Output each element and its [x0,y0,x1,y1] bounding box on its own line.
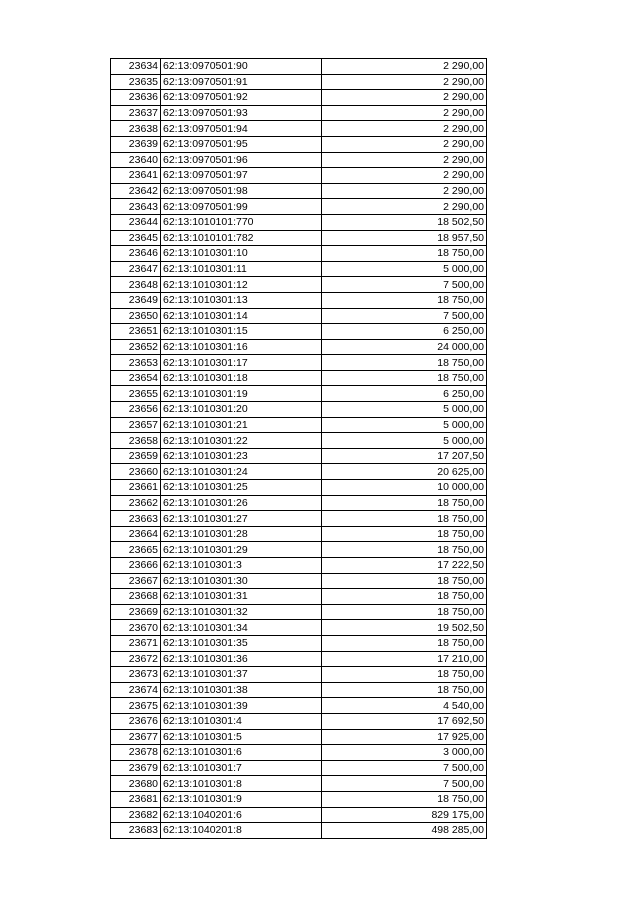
row-number-cell: 23657 [111,417,161,433]
cadastral-number-cell: 62:13:1010301:30 [161,573,322,589]
table-row [111,807,487,823]
value-cell: 7 500,00 [322,308,487,324]
row-number-cell: 23681 [111,791,161,807]
table-row [111,261,487,277]
row-number-cell: 23668 [111,589,161,605]
cadastral-number-cell: 62:13:1010301:22 [161,433,322,449]
value-cell: 18 750,00 [322,526,487,542]
value-cell: 2 290,00 [322,105,487,121]
value-cell: 829 175,00 [322,807,487,823]
row-number-cell: 23637 [111,105,161,121]
value-cell: 7 500,00 [322,760,487,776]
table-row [111,682,487,698]
value-cell: 18 750,00 [322,604,487,620]
table-row [111,604,487,620]
row-number-cell: 23678 [111,745,161,761]
value-cell: 18 750,00 [322,355,487,371]
row-number-cell: 23644 [111,214,161,230]
value-cell: 18 750,00 [322,635,487,651]
table-row [111,620,487,636]
value-cell: 20 625,00 [322,464,487,480]
table-row [111,246,487,262]
table-row [111,526,487,542]
table-row [111,667,487,683]
row-number-cell: 23642 [111,183,161,199]
value-cell: 18 750,00 [322,292,487,308]
table-row [111,168,487,184]
table-row [111,791,487,807]
table-row [111,495,487,511]
cadastral-number-cell: 62:13:1010301:13 [161,292,322,308]
row-number-cell: 23635 [111,74,161,90]
table-row [111,59,487,75]
row-number-cell: 23655 [111,386,161,402]
value-cell: 24 000,00 [322,339,487,355]
value-cell: 5 000,00 [322,417,487,433]
row-number-cell: 23665 [111,542,161,558]
cadastral-number-cell: 62:13:1010301:36 [161,651,322,667]
value-cell: 18 750,00 [322,791,487,807]
row-number-cell: 23648 [111,277,161,293]
table-row [111,511,487,527]
row-number-cell: 23645 [111,230,161,246]
cadastral-value-table [110,58,487,839]
row-number-cell: 23638 [111,121,161,137]
table-row [111,542,487,558]
value-cell: 18 750,00 [322,370,487,386]
cadastral-number-cell: 62:13:1010301:24 [161,464,322,480]
cadastral-number-cell: 62:13:1010301:23 [161,448,322,464]
value-cell: 17 222,50 [322,558,487,574]
table-row [111,745,487,761]
value-cell: 18 750,00 [322,511,487,527]
value-cell: 18 957,50 [322,230,487,246]
cadastral-number-cell: 62:13:1010301:15 [161,324,322,340]
row-number-cell: 23671 [111,635,161,651]
cadastral-number-cell: 62:13:1010301:16 [161,339,322,355]
cadastral-number-cell: 62:13:1010301:31 [161,589,322,605]
value-cell: 6 250,00 [322,324,487,340]
row-number-cell: 23658 [111,433,161,449]
table-row [111,776,487,792]
cadastral-number-cell: 62:13:1010301:14 [161,308,322,324]
cadastral-number-cell: 62:13:0970501:90 [161,59,322,75]
cadastral-number-cell: 62:13:1040201:6 [161,807,322,823]
cadastral-number-cell: 62:13:1010301:5 [161,729,322,745]
row-number-cell: 23672 [111,651,161,667]
table-row [111,402,487,418]
cadastral-number-cell: 62:13:1010301:18 [161,370,322,386]
table-row [111,417,487,433]
table-row [111,199,487,215]
value-cell: 3 000,00 [322,745,487,761]
row-number-cell: 23634 [111,59,161,75]
cadastral-number-cell: 62:13:0970501:92 [161,90,322,106]
table-row [111,183,487,199]
cadastral-number-cell: 62:13:0970501:93 [161,105,322,121]
cadastral-number-cell: 62:13:1010301:12 [161,277,322,293]
value-cell: 18 502,50 [322,214,487,230]
cadastral-number-cell: 62:13:1010101:782 [161,230,322,246]
row-number-cell: 23636 [111,90,161,106]
row-number-cell: 23677 [111,729,161,745]
value-cell: 4 540,00 [322,698,487,714]
table-row [111,651,487,667]
value-cell: 498 285,00 [322,823,487,839]
cadastral-number-cell: 62:13:1010301:6 [161,745,322,761]
table-row [111,698,487,714]
row-number-cell: 23660 [111,464,161,480]
row-number-cell: 23646 [111,246,161,262]
value-cell: 2 290,00 [322,199,487,215]
table-row [111,386,487,402]
value-cell: 18 750,00 [322,667,487,683]
value-cell: 18 750,00 [322,246,487,262]
table-row [111,90,487,106]
row-number-cell: 23675 [111,698,161,714]
row-number-cell: 23682 [111,807,161,823]
value-cell: 2 290,00 [322,168,487,184]
table-row [111,230,487,246]
table-row [111,136,487,152]
cadastral-number-cell: 62:13:1010301:7 [161,760,322,776]
table-row [111,713,487,729]
value-cell: 2 290,00 [322,183,487,199]
row-number-cell: 23664 [111,526,161,542]
value-cell: 17 207,50 [322,448,487,464]
table-row [111,433,487,449]
cadastral-number-cell: 62:13:1010301:9 [161,791,322,807]
row-number-cell: 23640 [111,152,161,168]
table-row [111,292,487,308]
value-cell: 5 000,00 [322,402,487,418]
cadastral-number-cell: 62:13:1010301:29 [161,542,322,558]
table-row [111,355,487,371]
table-row [111,370,487,386]
cadastral-number-cell: 62:13:1010301:8 [161,776,322,792]
value-cell: 2 290,00 [322,121,487,137]
cadastral-number-cell: 62:13:1010301:10 [161,246,322,262]
table-row [111,277,487,293]
table-row [111,74,487,90]
value-cell: 5 000,00 [322,261,487,277]
cadastral-number-cell: 62:13:1010301:11 [161,261,322,277]
cadastral-number-cell: 62:13:1010301:3 [161,558,322,574]
value-cell: 10 000,00 [322,480,487,496]
table-row [111,448,487,464]
value-cell: 6 250,00 [322,386,487,402]
cadastral-number-cell: 62:13:0970501:97 [161,168,322,184]
table-row [111,823,487,839]
row-number-cell: 23651 [111,324,161,340]
cadastral-number-cell: 62:13:1010301:35 [161,635,322,651]
value-cell: 2 290,00 [322,136,487,152]
table-row [111,324,487,340]
row-number-cell: 23649 [111,292,161,308]
cadastral-number-cell: 62:13:0970501:98 [161,183,322,199]
cadastral-number-cell: 62:13:1010301:32 [161,604,322,620]
row-number-cell: 23676 [111,713,161,729]
value-cell: 2 290,00 [322,59,487,75]
value-cell: 18 750,00 [322,542,487,558]
table-row [111,729,487,745]
cadastral-number-cell: 62:13:1040201:8 [161,823,322,839]
value-cell: 5 000,00 [322,433,487,449]
cadastral-number-cell: 62:13:1010301:25 [161,480,322,496]
row-number-cell: 23666 [111,558,161,574]
value-cell: 18 750,00 [322,495,487,511]
table-row [111,121,487,137]
value-cell: 7 500,00 [322,277,487,293]
row-number-cell: 23650 [111,308,161,324]
row-number-cell: 23679 [111,760,161,776]
cadastral-number-cell: 62:13:1010301:34 [161,620,322,636]
cadastral-number-cell: 62:13:0970501:95 [161,136,322,152]
row-number-cell: 23639 [111,136,161,152]
table-row [111,214,487,230]
row-number-cell: 23683 [111,823,161,839]
cadastral-number-cell: 62:13:1010301:27 [161,511,322,527]
cadastral-number-cell: 62:13:0970501:94 [161,121,322,137]
row-number-cell: 23647 [111,261,161,277]
table-row [111,589,487,605]
table-row [111,464,487,480]
value-cell: 18 750,00 [322,573,487,589]
table-row [111,339,487,355]
row-number-cell: 23667 [111,573,161,589]
table-row [111,480,487,496]
row-number-cell: 23663 [111,511,161,527]
row-number-cell: 23653 [111,355,161,371]
row-number-cell: 23661 [111,480,161,496]
row-number-cell: 23656 [111,402,161,418]
value-cell: 18 750,00 [322,589,487,605]
value-cell: 17 210,00 [322,651,487,667]
table-row [111,105,487,121]
cadastral-number-cell: 62:13:1010301:17 [161,355,322,371]
row-number-cell: 23673 [111,667,161,683]
cadastral-number-cell: 62:13:0970501:96 [161,152,322,168]
row-number-cell: 23670 [111,620,161,636]
value-cell: 2 290,00 [322,152,487,168]
row-number-cell: 23659 [111,448,161,464]
cadastral-number-cell: 62:13:1010301:37 [161,667,322,683]
row-number-cell: 23654 [111,370,161,386]
cadastral-number-cell: 62:13:0970501:99 [161,199,322,215]
table-row [111,308,487,324]
value-cell: 17 692,50 [322,713,487,729]
table-row [111,635,487,651]
cadastral-number-cell: 62:13:1010301:26 [161,495,322,511]
table-row [111,152,487,168]
value-cell: 2 290,00 [322,74,487,90]
row-number-cell: 23662 [111,495,161,511]
cadastral-number-cell: 62:13:1010301:39 [161,698,322,714]
row-number-cell: 23652 [111,339,161,355]
cadastral-number-cell: 62:13:1010301:20 [161,402,322,418]
row-number-cell: 23680 [111,776,161,792]
value-cell: 19 502,50 [322,620,487,636]
table-row [111,573,487,589]
cadastral-number-cell: 62:13:0970501:91 [161,74,322,90]
row-number-cell: 23669 [111,604,161,620]
cadastral-number-cell: 62:13:1010301:38 [161,682,322,698]
cadastral-number-cell: 62:13:1010301:19 [161,386,322,402]
table-row [111,558,487,574]
row-number-cell: 23674 [111,682,161,698]
value-cell: 17 925,00 [322,729,487,745]
row-number-cell: 23641 [111,168,161,184]
cadastral-number-cell: 62:13:1010301:21 [161,417,322,433]
value-cell: 7 500,00 [322,776,487,792]
cadastral-number-cell: 62:13:1010101:770 [161,214,322,230]
cadastral-number-cell: 62:13:1010301:28 [161,526,322,542]
value-cell: 2 290,00 [322,90,487,106]
table-row [111,760,487,776]
row-number-cell: 23643 [111,199,161,215]
table-body [111,59,487,839]
cadastral-number-cell: 62:13:1010301:4 [161,713,322,729]
value-cell: 18 750,00 [322,682,487,698]
